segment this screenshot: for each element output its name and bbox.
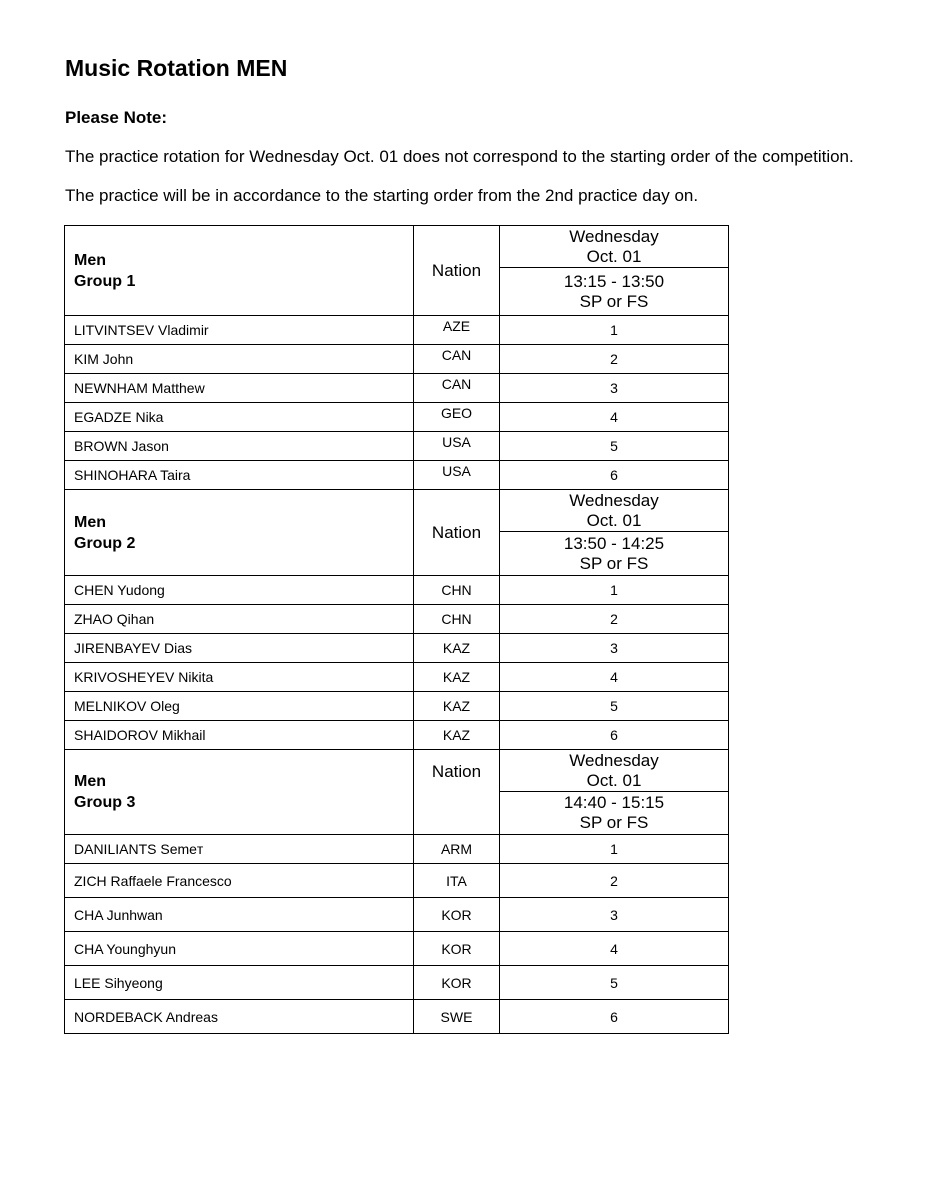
skater-nation: CAN: [414, 374, 500, 403]
table-row: [65, 605, 729, 634]
group-category: Men: [74, 251, 106, 269]
rotation-table: [64, 225, 729, 1034]
table-row: [65, 634, 729, 663]
practice-segment: SP or FS: [579, 813, 649, 832]
practice-weekday: Wednesday: [569, 750, 659, 770]
table-row: [65, 461, 729, 490]
skater-name: LEE Sihyeong: [65, 966, 414, 1000]
skater-name: LITVINTSEV Vladimir: [65, 316, 414, 345]
skater-name: CHA Younghyun: [65, 932, 414, 966]
skater-nation: SWE: [414, 1000, 500, 1034]
group-header-row: [65, 226, 729, 268]
skater-name: NORDEBACK Andreas: [65, 1000, 414, 1034]
table-row: [65, 432, 729, 461]
skater-nation: KAZ: [414, 634, 500, 663]
practice-time-header: [500, 532, 729, 576]
table-row: [65, 864, 729, 898]
skater-name: KRIVOSHEYEV Nikita: [65, 663, 414, 692]
practice-date: Oct. 01: [586, 246, 642, 266]
skater-nation: KOR: [414, 932, 500, 966]
skater-nation: KAZ: [414, 692, 500, 721]
skater-name: DANILIANTS Semeт: [65, 835, 414, 864]
table-row: [65, 345, 729, 374]
skater-name: SHAIDOROV Mikhail: [65, 721, 414, 750]
skater-nation: CAN: [414, 345, 500, 374]
note-paragraph-2: The practice will be in accordance to the starting order from the 2nd practice day on.: [65, 186, 699, 205]
skater-name: KIM John: [65, 345, 414, 374]
note-paragraph-1: The practice rotation for Wednesday Oct. 01 does not correspond to the starting order of the competition.: [65, 147, 854, 166]
skater-name: CHA Junhwan: [65, 898, 414, 932]
skater-name: ZHAO Qihan: [65, 605, 414, 634]
table-row: [65, 692, 729, 721]
skater-nation: KOR: [414, 966, 500, 1000]
table-row: [65, 374, 729, 403]
skater-name: EGADZE Nika: [65, 403, 414, 432]
practice-day-header: [500, 490, 729, 532]
practice-time: 13:50 - 14:25: [563, 533, 665, 553]
nation-column-header: Nation: [414, 490, 500, 576]
practice-weekday: Wednesday: [569, 226, 659, 246]
table-row: [65, 721, 729, 750]
skater-order: 6: [500, 721, 729, 750]
practice-time: 14:40 - 15:15: [563, 793, 665, 812]
practice-day-header: [500, 750, 729, 792]
skater-order: 1: [500, 316, 729, 345]
page-title: Music Rotation MEN: [65, 55, 288, 81]
skater-order: 5: [500, 432, 729, 461]
skater-nation: USA: [414, 461, 500, 490]
skater-order: 2: [500, 864, 729, 898]
practice-segment: SP or FS: [579, 553, 649, 573]
practice-day-header: [500, 226, 729, 268]
skater-order: 3: [500, 374, 729, 403]
table-row: [65, 966, 729, 1000]
table-row: [65, 316, 729, 345]
skater-order: 6: [500, 461, 729, 490]
table-row: [65, 932, 729, 966]
skater-order: 5: [500, 692, 729, 721]
practice-weekday: Wednesday: [569, 490, 659, 510]
skater-order: 1: [500, 576, 729, 605]
group-category: Men: [74, 773, 106, 790]
group-number: Group 3: [74, 794, 136, 811]
table-row: [65, 663, 729, 692]
group-label: [65, 490, 414, 576]
group-label: [65, 750, 414, 835]
practice-time-header: [500, 268, 729, 316]
nation-column-header: Nation: [414, 750, 500, 835]
skater-order: 5: [500, 966, 729, 1000]
skater-order: 3: [500, 634, 729, 663]
table-row: [65, 576, 729, 605]
practice-segment: SP or FS: [579, 291, 649, 311]
skater-nation: KAZ: [414, 663, 500, 692]
skater-name: MELNIKOV Oleg: [65, 692, 414, 721]
practice-date: Oct. 01: [586, 770, 642, 790]
practice-time: 13:15 - 13:50: [563, 271, 665, 291]
skater-nation: KAZ: [414, 721, 500, 750]
skater-nation: GEO: [414, 403, 500, 432]
skater-order: 6: [500, 1000, 729, 1034]
skater-nation: USA: [414, 432, 500, 461]
practice-time-header: [500, 792, 729, 835]
skater-nation: KOR: [414, 898, 500, 932]
skater-order: 3: [500, 898, 729, 932]
practice-date: Oct. 01: [586, 510, 642, 530]
skater-name: SHINOHARA Taira: [65, 461, 414, 490]
table-row: [65, 1000, 729, 1034]
skater-name: BROWN Jason: [65, 432, 414, 461]
skater-nation: ITA: [414, 864, 500, 898]
skater-order: 2: [500, 605, 729, 634]
skater-order: 4: [500, 932, 729, 966]
skater-nation: ARM: [414, 835, 500, 864]
nation-column-header: Nation: [414, 226, 500, 316]
group-header-row: [65, 490, 729, 532]
skater-order: 4: [500, 663, 729, 692]
table-row: [65, 403, 729, 432]
note-heading: Please Note:: [65, 108, 168, 127]
group-number: Group 2: [74, 534, 136, 552]
skater-order: 4: [500, 403, 729, 432]
skater-name: JIRENBAYEV Dias: [65, 634, 414, 663]
skater-nation: CHN: [414, 576, 500, 605]
group-number: Group 1: [74, 272, 136, 290]
skater-order: 1: [500, 835, 729, 864]
table-row: [65, 835, 729, 864]
skater-name: CHEN Yudong: [65, 576, 414, 605]
skater-order: 2: [500, 345, 729, 374]
skater-nation: CHN: [414, 605, 500, 634]
group-label: [65, 226, 414, 316]
table-row: [65, 898, 729, 932]
group-category: Men: [74, 513, 106, 531]
group-header-row: [65, 750, 729, 792]
skater-name: NEWNHAM Matthew: [65, 374, 414, 403]
skater-name: ZICH Raffaele Francesco: [65, 864, 414, 898]
skater-nation: AZE: [414, 316, 500, 345]
